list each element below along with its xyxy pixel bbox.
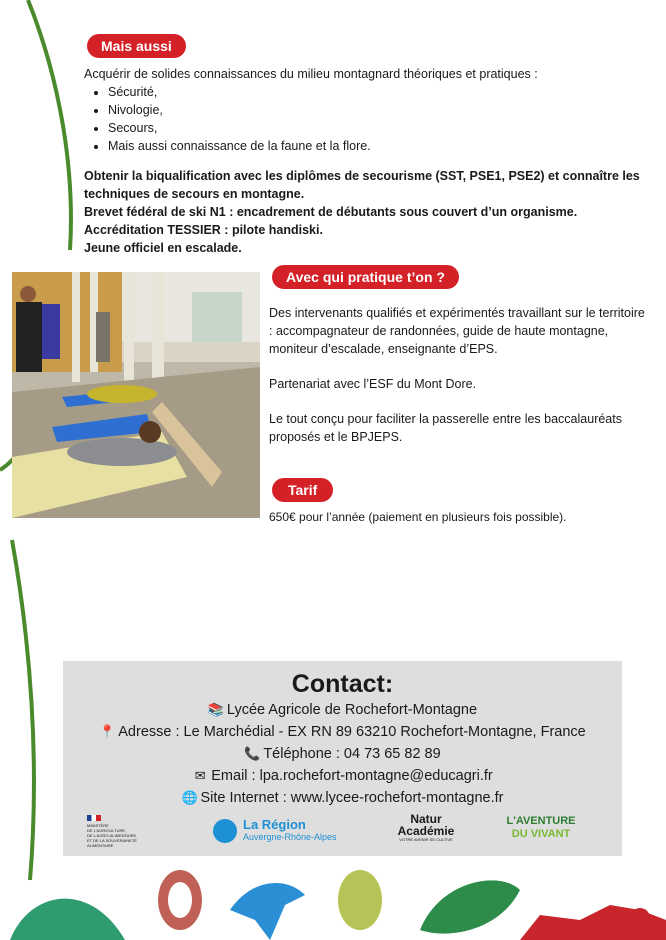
shooting-practice-photo: [12, 272, 260, 518]
tarif-text: 650€ pour l’année (paiement en plusieurs fois possible).: [269, 510, 567, 524]
academie-text: Académie: [397, 824, 455, 838]
phone-text[interactable]: Téléphone : 04 73 65 82 89: [263, 746, 441, 762]
phone-line: [63, 743, 622, 765]
aventure-text: L'AVENTURE: [506, 815, 576, 827]
partenariat-text: Partenariat avec l’ESF du Mont Dore.: [269, 377, 477, 391]
address-text: Adresse : Le Marchédial - EX RN 89 63210 Rochefort-Montagne, France: [118, 724, 586, 740]
ministere-logo: [87, 815, 147, 848]
leaf-illustration: [420, 880, 520, 933]
ministere-line: ET DE LA SOUVERAINETÉ: [87, 838, 137, 843]
ministere-line: DE L'AGRICULTURE,: [87, 828, 127, 833]
accreditation-text: Accréditation TESSIER : pilote handiski.: [84, 223, 323, 237]
region-logo: [213, 817, 353, 845]
email-link[interactable]: Email : lpa.rochefort-montagne@educagri.fr: [211, 768, 493, 784]
region-mountain-icon: [213, 819, 237, 843]
tractor-illustration: [520, 905, 666, 940]
natur-text: Natur: [410, 812, 442, 826]
natur-academie-logo: [381, 813, 471, 843]
brevet-text: Brevet fédéral de ski N1 : encadrement de débutants sous couvert d’un organisme.: [84, 205, 578, 219]
intervenants-text: Des intervenants qualifiés et expérimentés travaillant sur le territoire : accompagnateur de randonnées, guide de haute montagne, moniteur d’escalade, enseignante d’EPS.: [269, 306, 645, 356]
region-sub: Auvergne-Rhône-Alpes: [243, 832, 337, 842]
list-item: • Secours,: [108, 119, 644, 137]
passerelle-text: Le tout conçu pour faciliter la passerelle entre les baccalauréats proposés et le BPJEPS.: [269, 412, 622, 444]
bird-illustration: [230, 883, 305, 940]
list-item: • Mais aussi connaissance de la faune et la flore.: [108, 137, 644, 155]
avec-qui-heading: Avec qui pratique t’on ?: [272, 265, 459, 289]
globe-icon: 🌐: [181, 790, 198, 805]
address-line: [63, 721, 622, 743]
ministere-line: ALIMENTAIRE: [87, 843, 114, 848]
partner-logos: [63, 811, 622, 851]
website-link[interactable]: Site Internet : www.lycee-rochefort-montagne.fr: [200, 790, 504, 806]
aventure-vivant-logo: [503, 815, 579, 841]
avec-qui-block: [269, 304, 649, 446]
email-line: [63, 765, 622, 787]
mais-aussi-list: [84, 83, 644, 155]
mountain-illustration: [10, 899, 125, 940]
contact-title: Contact:: [291, 670, 394, 698]
school-line: [63, 699, 622, 721]
books-icon: 📚: [207, 702, 225, 717]
school-name: Lycée Agricole de Rochefort-Montagne: [226, 702, 478, 718]
phone-icon: 📞: [244, 746, 261, 761]
mais-aussi-block: [84, 65, 644, 257]
pin-icon: 📍: [99, 724, 116, 739]
ministere-line: DE L'AGRO-ALIMENTAIRE: [87, 833, 137, 838]
footer-illustrations: [0, 860, 666, 940]
biqualification-text: Obtenir la biqualification avec les diplômes de secourisme (SST, PSE1, PSE2) et connaître les techniques de secours en montagne.: [84, 169, 640, 201]
envelope-icon: ✉: [194, 768, 206, 783]
mais-aussi-intro: Acquérir de solides connaissances du milieu montagnard théoriques et pratiques :: [84, 67, 538, 81]
website-line: [63, 787, 622, 809]
list-item: • Nivologie,: [108, 101, 644, 119]
natur-tagline: VOTRE AVENIR SE CULTIVE: [399, 837, 453, 842]
ministere-line: MINISTÈRE: [87, 823, 109, 828]
region-name: La Région: [243, 817, 306, 832]
list-item: • Sécurité,: [108, 83, 644, 101]
tarif-heading: Tarif: [272, 478, 333, 502]
cow-illustration: [158, 870, 202, 930]
contact-box: [63, 661, 622, 856]
goat-illustration: [338, 870, 382, 930]
jeune-officiel-text: Jeune officiel en escalade.: [84, 241, 242, 255]
vivant-text: DU VIVANT: [511, 828, 571, 840]
mais-aussi-heading: Mais aussi: [87, 34, 186, 58]
